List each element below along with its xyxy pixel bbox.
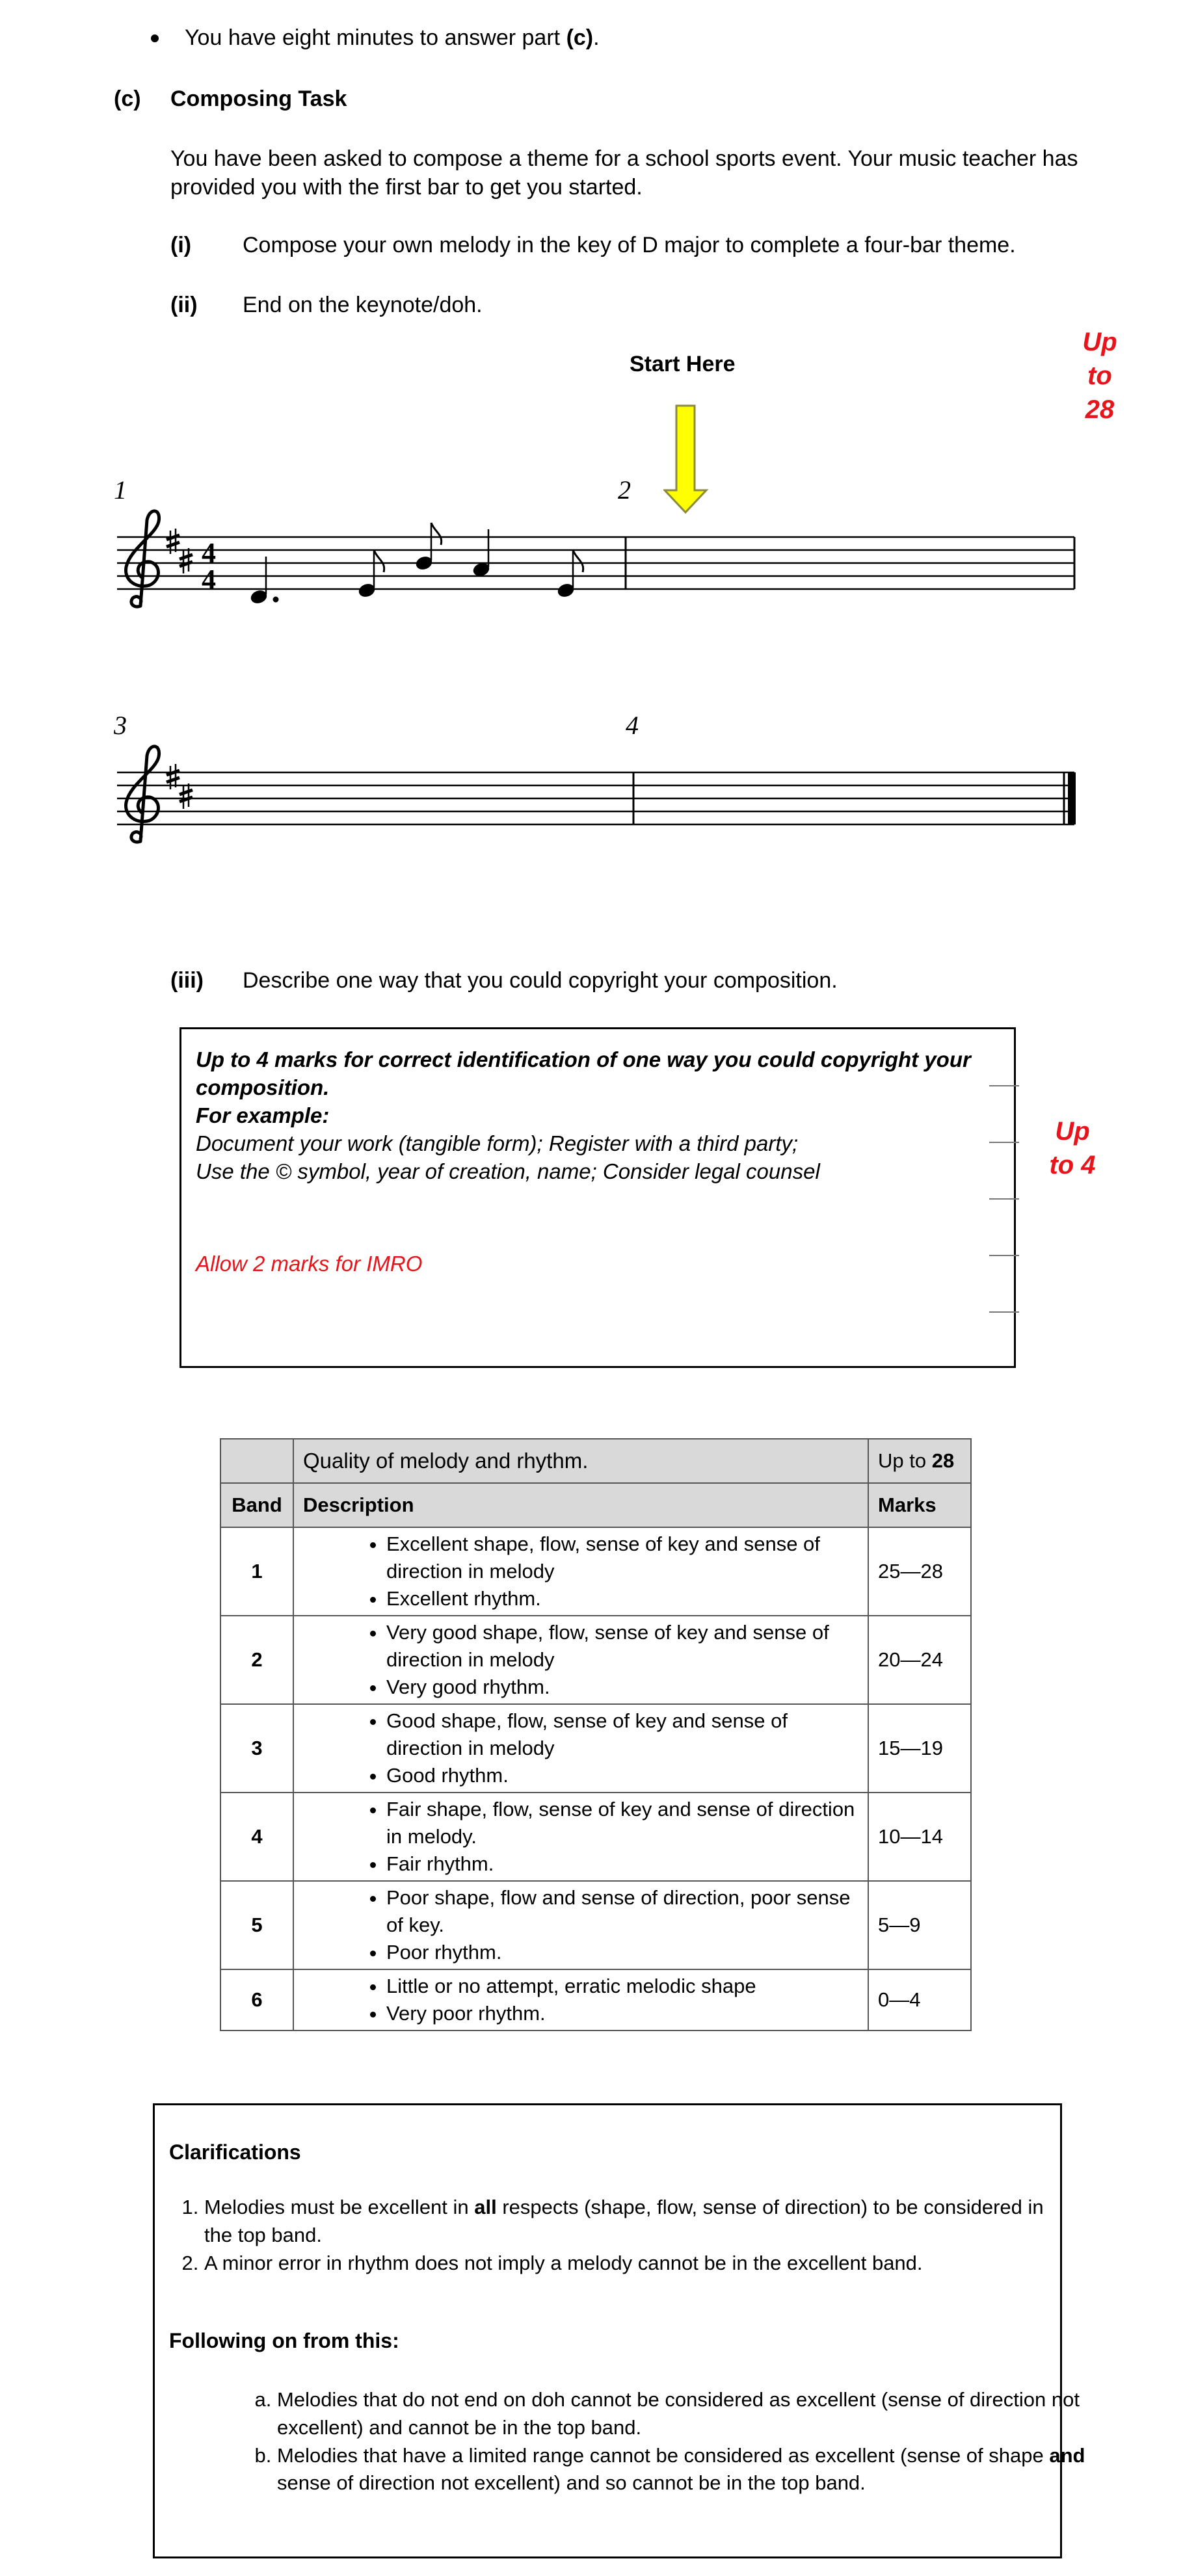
band-number: 6 [220, 1969, 293, 2031]
band-marks: 5—9 [868, 1881, 971, 1969]
band-description: • Fair shape, flow, sense of key and sense of direction in melody. • Fair rhythm. [293, 1793, 868, 1881]
table-row [220, 1704, 971, 1793]
header-empty-cell [220, 1439, 293, 1483]
marks-up-to-4: Up to 4 [1049, 1117, 1096, 1179]
marking-rubric-table [220, 1438, 972, 2031]
item-i-label: (i) [170, 233, 192, 257]
mark-line [989, 1255, 1019, 1256]
following-item-a: a. Melodies that do not end on doh cannot be considered as excellent (sense of direction not excellent) and cannot be in the top band. [277, 2386, 1116, 2442]
band-marks: 15—19 [868, 1704, 971, 1793]
answer-heading: Up to 4 marks for correct identification of one way you could copyright your composition. For example: [196, 1047, 971, 1127]
mark-line [989, 1085, 1019, 1086]
answer-box [179, 1027, 1016, 1368]
clarifications-box [153, 2103, 1085, 2558]
band-description: • Good shape, flow, sense of key and sense of direction in melody • Good rhythm. [293, 1704, 868, 1793]
intro-text: You have eight minutes to answer part (c). [185, 25, 600, 50]
mark-line [989, 1311, 1019, 1313]
item-i-text: Compose your own melody in the key of D major to complete a four-bar theme. [243, 233, 1016, 257]
bar-1-notes [250, 523, 583, 605]
col-description: Description [293, 1483, 868, 1527]
table-row [220, 1616, 971, 1704]
bar-number-4: 4 [626, 711, 639, 740]
bullet-dot [151, 34, 159, 42]
following-item-b: b. Melodies that have a limited range cannot be considered as excellent (sense of shape and sense of direction not excellent) and so cannot be in the top band. [277, 2442, 1116, 2498]
treble-clef-icon [126, 746, 159, 842]
mark-line [989, 1142, 1019, 1143]
key-signature-sharps-icon [166, 764, 193, 809]
mark-line [989, 1198, 1019, 1200]
answer-examples: Document your work (tangible form); Register with a third party; Use the © symbol, year of creation, name; Consider legal counsel [196, 1131, 820, 1183]
band-number: 5 [220, 1881, 293, 1969]
col-band: Band [220, 1483, 293, 1527]
start-here-label: Start Here [630, 352, 736, 376]
bar-number-2: 2 [618, 475, 631, 505]
band-number: 4 [220, 1793, 293, 1881]
table-subheader-row [220, 1483, 971, 1527]
following-list [155, 2386, 1116, 2497]
answer-allow-note: Allow 2 marks for IMRO [196, 1252, 423, 1276]
band-description: • Poor shape, flow and sense of direction, poor sense of key. • Poor rhythm. [293, 1881, 868, 1969]
band-description: • Little or no attempt, erratic melodic shape • Very poor rhythm. [293, 1969, 868, 2031]
bar-number-3: 3 [114, 711, 127, 740]
final-barline [1068, 772, 1076, 824]
clarifications-list [155, 2194, 1069, 2277]
band-marks: 25—28 [868, 1527, 971, 1616]
table-header-row [220, 1439, 971, 1483]
band-description: • Excellent shape, flow, sense of key and sense of direction in melody • Excellent rhythm. [293, 1527, 868, 1616]
table-row [220, 1969, 971, 2031]
header-up-to: Up to 28 [868, 1439, 971, 1483]
following-heading: Following on from this: [169, 2329, 399, 2352]
band-number: 2 [220, 1616, 293, 1704]
band-marks: 20—24 [868, 1616, 971, 1704]
table-row [220, 1527, 971, 1616]
table-row [220, 1881, 971, 1969]
staff-system-2 [104, 729, 1093, 860]
bar-number-1: 1 [114, 475, 127, 505]
marks-up-to-28: Up to 28 [1082, 328, 1117, 424]
item-iii-label: (iii) [170, 968, 204, 993]
time-signature-top: 4 [202, 537, 216, 569]
header-quality: Quality of melody and rhythm. [293, 1439, 868, 1483]
clarification-item-2: 2. A minor error in rhythm does not imply a melody cannot be in the excellent band. [204, 2250, 1069, 2278]
band-marks: 10—14 [868, 1793, 971, 1881]
intro-bullet [151, 23, 600, 52]
table-row [220, 1793, 971, 1881]
time-signature-bottom: 4 [202, 564, 216, 596]
band-number: 1 [220, 1527, 293, 1616]
band-marks: 0—4 [868, 1969, 971, 2031]
part-c-paragraph: You have been asked to compose a theme for a school sports event. Your music teacher has provided you with the first bar to get you started. [170, 146, 1078, 200]
clarification-item-1: 1. Melodies must be excellent in all respects (shape, flow, sense of direction) to be considered in the top band. [204, 2194, 1069, 2250]
part-c-label: (c) [114, 86, 141, 111]
clarifications-title: Clarifications [169, 2140, 301, 2164]
key-signature-sharps-icon [166, 529, 193, 573]
item-ii-label: (ii) [170, 293, 198, 317]
part-c-title: Composing Task [170, 86, 347, 111]
col-marks: Marks [868, 1483, 971, 1527]
band-description: • Very good shape, flow, sense of key and sense of direction in melody • Very good rhythm. [293, 1616, 868, 1704]
band-number: 3 [220, 1704, 293, 1793]
item-iii-text: Describe one way that you could copyright your composition. [243, 968, 838, 993]
staff-system-1 [104, 494, 1093, 624]
treble-clef-icon [126, 511, 159, 607]
item-ii-text: End on the keynote/doh. [243, 293, 483, 317]
